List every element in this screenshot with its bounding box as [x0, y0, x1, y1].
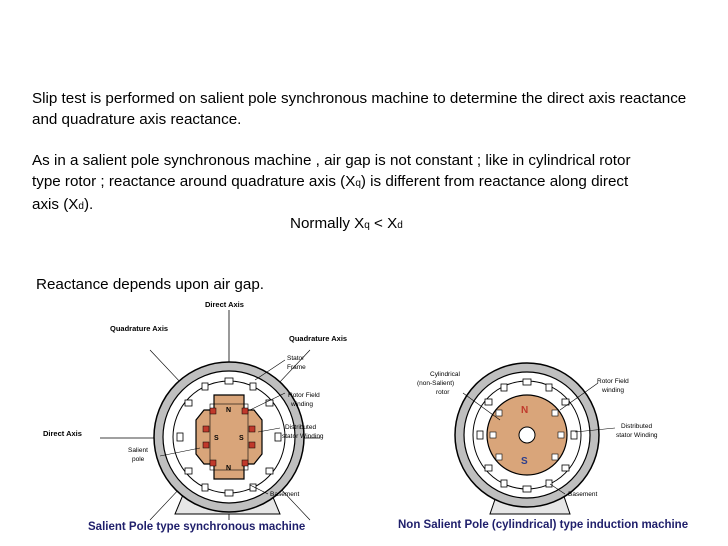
caption-non-salient-pole: Non Salient Pole (cylindrical) type induction machine [398, 519, 689, 531]
left-stator-winding-label-2: stator Winding [282, 433, 324, 440]
salient-pole-label-1: Salient [128, 447, 148, 454]
salient-pole-label-2: pole [132, 456, 145, 463]
caption-salient-pole: Salient Pole type synchronous machine [88, 521, 306, 533]
left-pole-s-right: S [239, 435, 244, 442]
right-basement-label: Basement [568, 491, 598, 498]
right-pole-n: N [521, 405, 529, 416]
left-pole-n-top: N [226, 407, 232, 414]
formula: Normally Xq < Xd [290, 215, 403, 232]
right-pole-s: S [521, 456, 528, 467]
right-rotor-winding-label-2: winding [602, 387, 625, 394]
cylindrical-rotor-diagram [417, 363, 658, 514]
cylindrical-rotor-label-3: rotor [436, 389, 450, 396]
right-stator-winding-label-2: stator Winding [616, 432, 658, 439]
left-direct-axis-top: Direct Axis [205, 300, 244, 309]
left-direct-axis-left: Direct Axis [43, 429, 82, 438]
left-rotor-winding-label-2: winding [291, 401, 314, 408]
right-rotor-winding-label-1: Rotor Field [597, 378, 629, 385]
paragraph-intro: Slip test is performed on salient pole synchronous machine to determine the direct axis reactance and quadrature axis reactance. [32, 90, 687, 128]
left-pole-n-bottom: N [226, 465, 232, 472]
left-basement-label: Basement [270, 491, 300, 498]
reactance-note: Reactance depends upon air gap. [36, 276, 264, 293]
left-quadrature-axis-right: Quadrature Axis [289, 334, 348, 343]
paragraph-airgap-line1: As in a salient pole synchronous machine , air gap is not constant ; like in cylindrical rotor [32, 152, 631, 169]
right-stator-winding-label-1: Distributed [621, 423, 653, 430]
stator-frame-label-1: Stator [287, 355, 305, 362]
cylindrical-rotor-label-1: Cylindrical [430, 371, 460, 378]
left-rotor-winding-label-1: Rotor Field [288, 392, 320, 399]
left-quadrature-axis-left: Quadrature Axis [110, 324, 169, 333]
stator-frame-label-2: Frame [287, 364, 306, 371]
left-pole-s-left: S [214, 435, 219, 442]
paragraph-airgap-line2: type rotor ; reactance around quadrature axis (Xq) is different from reactance along direct [32, 173, 629, 190]
cylindrical-rotor-label-2: (non-Salient) [417, 380, 455, 387]
salient-pole-diagram [43, 300, 347, 520]
left-stator-winding-label-1: Distributed [285, 424, 317, 431]
paragraph-airgap-line3: axis (Xd). [32, 196, 94, 213]
